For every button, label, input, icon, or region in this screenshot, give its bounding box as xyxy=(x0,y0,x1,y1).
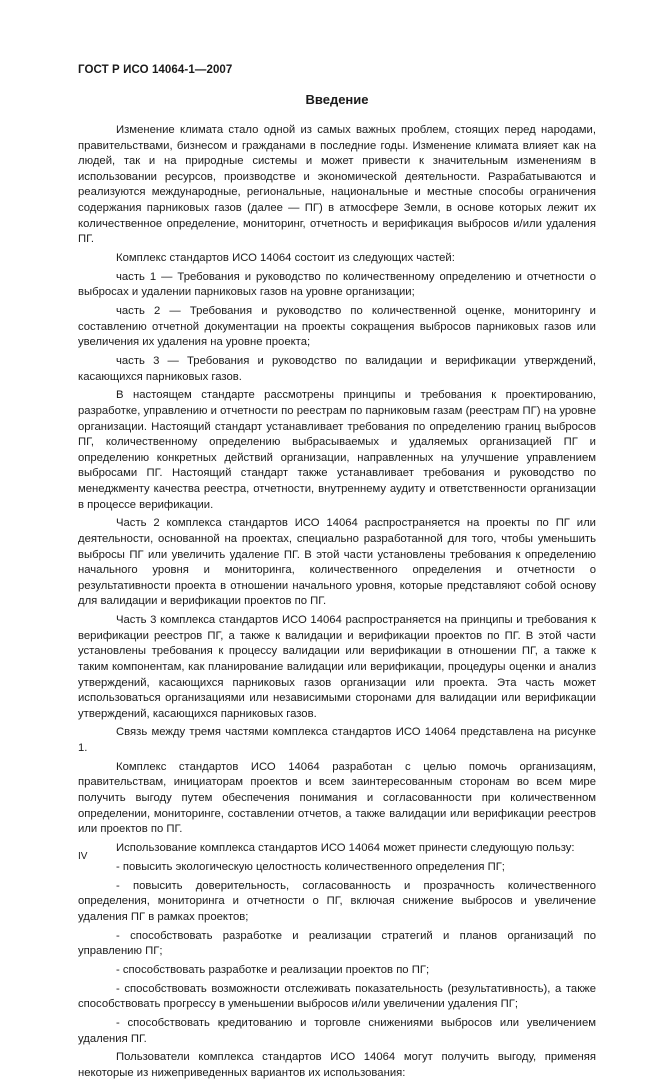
paragraph-scope: В настоящем стандарте рассмотрены принципы и требования к проектированию, разработке, управлению и отчетности по реестрам по парниковым газам (реестрам ПГ) на уровне организации. Настоящий стандарт устанавливает требования по определению границ выбросов ПГ, количественному определению выбрасываемых и удаляемых организацией ПГ и определению конкретных действий организации, направленных на улучшение управлением выбросами ПГ. Настоящий стандарт также устанавливает требования и руководство по менеджменту качества реестра, отчетности, внутреннему аудиту и ответственности организации в процессе верификации. xyxy=(78,389,596,511)
list-item-benefit: - повысить экологическую целостность количественного определения ПГ; xyxy=(116,860,505,873)
list-item-benefit: - способствовать разработке и реализации проектов по ПГ; xyxy=(116,963,430,976)
paragraph-figure-reference: Связь между тремя частями комплекса стандартов ИСО 14064 представлена на рисунке 1. xyxy=(78,726,596,755)
page-number: IV xyxy=(78,851,88,862)
paragraph-parts-lead: Комплекс стандартов ИСО 14064 состоит из следующих частей: xyxy=(116,251,455,264)
paragraph-intro: Изменение климата стало одной из самых важных проблем, стоящих перед народами, правительствами, бизнесом и гражданами в последние годы. Изменение климата влияет как на людей, так и на природные системы и может привести к значительным изменениям в использовании ресурсов, производстве и экономической деятельности. Разрабатываются и реализуются международные, региональные, национальные и местные способы ограничения содержания парниковых газов (далее — ПГ) в атмосфере Земли, в основе которых лежит их количественное определение, мониторинг, отчетность и верификация выбросов и/или удаления ПГ. xyxy=(78,124,596,246)
section-title: Введение xyxy=(305,92,369,107)
list-item-part-1: часть 1 — Требования и руководство по количественному определению и отчетности о выбросах и удалении парниковых газов на уровне организации; xyxy=(78,270,596,299)
paragraph-purpose: Комплекс стандартов ИСО 14064 разработан с целью помочь организациям, правительствам, инициаторам проектов и всем заинтересованным сторонам во всем мире получить выгоду путем обеспечения понимания и согласованности при количественном определении, мониторинге, составлении отчетов, а также валидации или верификации реестров или проектов по ПГ. xyxy=(78,760,596,836)
list-item-part-2: часть 2 — Требования и руководство по количественной оценке, мониторингу и составлению отчетной документации на проекты сокращения выбросов парниковых газов или увеличения их удаления на уровне проекта; xyxy=(78,305,596,349)
paragraph-part-3-description: Часть 3 комплекса стандартов ИСО 14064 распространяется на принципы и требования к верификации реестров ПГ, а также к валидации и верификации проектов по ПГ. В этой части установлены требования к процессу валидации или верификации в отношении ПГ, а также к таким компонентам, как планирование валидации или верификации, процедуры оценки и анализ утверждений, касающихся парниковых газов организации или проекта. Эта часть может использоваться организациями или независимыми сторонами для валидации или верификации утверждений, касающихся парниковых газов. xyxy=(78,614,596,720)
document-body xyxy=(78,123,596,1085)
list-item-benefit: - способствовать возможности отслеживать показательность (результативность), а также способствовать прогрессу в уменьшении выбросов и/или увеличении удаления ПГ; xyxy=(78,982,596,1011)
list-item-benefit: - способствовать разработке и реализации стратегий и планов организаций по управлению ПГ; xyxy=(78,929,596,958)
paragraph-part-2-description: Часть 2 комплекса стандартов ИСО 14064 распространяется на проекты по ПГ или деятельности, основанной на проектах, специально разработанной для того, чтобы уменьшить выбросы ПГ или увеличить удаление ПГ. В этой части установлены требования к определению начального уровня и мониторинга, количественного определения и отчетности о результативности проекта в отношении начального уровня, которые представляют собой основу для валидации и верификации проектов по ПГ. xyxy=(78,517,596,608)
list-item-part-3: часть 3 — Требования и руководство по валидации и верификации утверждений, касающихся парниковых газов. xyxy=(78,355,596,383)
paragraph-users: Пользователи комплекса стандартов ИСО 14064 могут получить выгоду, применяя некоторые из нижеприведенных вариантов их использования: xyxy=(78,1051,596,1080)
document-code-header: ГОСТ Р ИСО 14064-1—2007 xyxy=(78,64,233,76)
list-item-benefit: - способствовать кредитованию и торговле снижениями выбросов или увеличением удаления ПГ. xyxy=(78,1017,596,1045)
list-item-benefit: - повысить доверительность, согласованность и прозрачность количественного определения, мониторинга и отчетности о ПГ, включая снижение выбросов и увеличение удаления ПГ в рамках проектов; xyxy=(78,879,596,923)
paragraph-benefits-lead: Использование комплекса стандартов ИСО 14064 может принести следующую пользу: xyxy=(116,842,575,854)
